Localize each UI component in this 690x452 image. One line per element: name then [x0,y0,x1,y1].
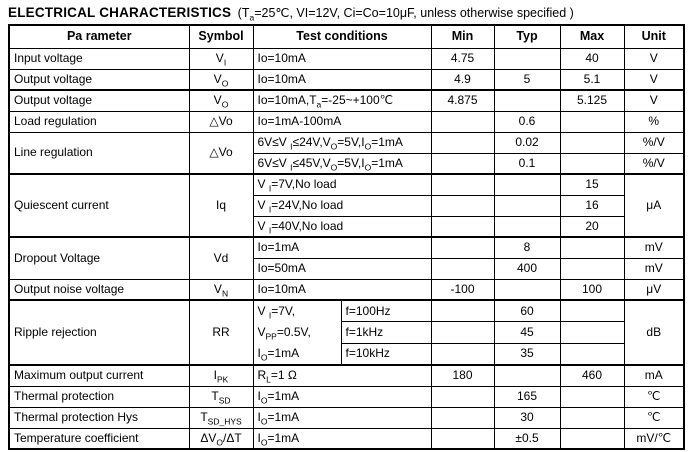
cond-cell: Io=50mA [253,258,431,279]
max-cell [560,153,624,174]
max-cell: 5.125 [560,90,624,111]
unit-cell: mV [624,258,684,279]
cond-cell: V $_I$=24V,No load [253,195,431,216]
row-ripple-rejection-1 [9,300,684,322]
row-thermal-protection [9,386,684,407]
typ-cell: 30 [494,407,560,428]
param-cell: Load regulation [9,111,189,132]
typ-cell [494,195,560,216]
typ-cell: 0.6 [494,111,560,132]
symbol-cell: △Vo [189,111,253,132]
max-cell: 15 [560,174,624,195]
cond-cell: $Io=10mA,T_a=-25\sim+100℃$ [253,90,431,111]
max-cell [560,407,624,428]
symbol-cell: $V_O$ [189,69,253,90]
symbol-cell: $I_{PK}$ [189,365,253,386]
header-unit: Unit [624,25,684,48]
title-conditions: ($T_a=25℃$, VI=12V, Ci=Co=10μF, unless otherwise specified ) [237,6,574,23]
unit-cell: mV [624,237,684,258]
min-cell [431,258,494,279]
min-cell: 4.9 [431,69,494,90]
symbol-cell: $\Delta V_O/\Delta T$ [189,428,253,449]
unit-cell: %/V [624,153,684,174]
unit-cell: mA [624,365,684,386]
row-line-regulation-1 [9,132,684,153]
cond-cell: 6V≤V $_I\le 24V,V_O=5V,I_O=1mA$ [253,132,431,153]
header-test-conditions: Test conditions [253,25,431,48]
typ-cell: ±0.5 [494,428,560,449]
cond-cell: $I_O=1mA$ [253,428,431,449]
symbol-cell: Iq [189,174,253,237]
symbol-cell: $V_O$ [189,90,253,111]
typ-cell: 8 [494,237,560,258]
symbol-cell: Vd [189,237,253,279]
max-cell [560,111,624,132]
param-cell: Input voltage [9,48,189,69]
symbol-cell: $T_{SD\_HYS}$ [189,407,253,428]
cond-line: $V_{PP}=0.5V$, [257,325,311,342]
unit-cell: %/V [624,132,684,153]
max-cell [560,300,624,322]
min-cell [431,322,494,344]
header-row [9,25,684,48]
cond-cell: $I_O=1mA$ [253,407,431,428]
param-cell: Maximum output current [9,365,189,386]
min-cell [431,237,494,258]
symbol-cell: $V_I$ [189,48,253,69]
title-heading: ELECTRICAL CHARACTERISTICS [8,5,232,20]
row-input-voltage [9,48,684,69]
typ-cell: 165 [494,386,560,407]
min-cell [431,174,494,195]
min-cell [431,153,494,174]
min-cell [431,132,494,153]
symbol-cell: △Vo [189,132,253,174]
row-temperature-coefficient [9,428,684,449]
param-cell: Line regulation [9,132,189,174]
typ-cell: 0.02 [494,132,560,153]
unit-cell: V [624,69,684,90]
cond-cell: 6V≤V $_I\le 45V,V_O=5V,I_O=1mA$ [253,153,431,174]
cond-cell: $I_O=1mA$ [253,386,431,407]
header-parameter: Pa rameter [9,25,189,48]
typ-cell [494,174,560,195]
param-cell: Output noise voltage [9,279,189,300]
min-cell: -100 [431,279,494,300]
min-cell [431,386,494,407]
unit-cell: ℃ [624,386,684,407]
typ-cell [494,216,560,237]
min-cell: 4.75 [431,48,494,69]
cond-cell: Io=10mA [253,279,431,300]
max-cell: 5.1 [560,69,624,90]
row-output-noise [9,279,684,300]
cond-cell: Io=10mA [253,48,431,69]
unit-cell: mV/℃ [624,428,684,449]
max-cell [560,322,624,344]
cond-cell: V $_I$=7V,No load [253,174,431,195]
min-cell [431,111,494,132]
row-max-output-current [9,365,684,386]
symbol-cell: $T_{SD}$ [189,386,253,407]
typ-cell: 0.1 [494,153,560,174]
min-cell [431,428,494,449]
min-cell [431,343,494,365]
max-cell: 460 [560,365,624,386]
unit-cell: % [624,111,684,132]
row-quiescent-current-1 [9,174,684,195]
typ-cell [494,48,560,69]
min-cell: 180 [431,365,494,386]
cond-cell-shared [253,300,341,365]
unit-cell: V [624,48,684,69]
typ-cell: 400 [494,258,560,279]
param-cell: Ripple rejection [9,300,189,365]
header-symbol: Symbol [189,25,253,48]
param-cell: Output voltage [9,90,189,111]
typ-cell [494,90,560,111]
max-cell: 16 [560,195,624,216]
param-cell: Quiescent current [9,174,189,237]
unit-cell: dB [624,300,684,365]
header-min: Min [431,25,494,48]
min-cell [431,300,494,322]
param-cell: Thermal protection Hys [9,407,189,428]
row-dropout-voltage-1 [9,237,684,258]
row-load-regulation [9,111,684,132]
min-cell [431,407,494,428]
max-cell [560,237,624,258]
symbol-cell: RR [189,300,253,365]
unit-cell: μA [624,174,684,237]
typ-cell [494,279,560,300]
max-cell [560,132,624,153]
typ-cell: 5 [494,69,560,90]
max-cell [560,343,624,365]
max-cell: 100 [560,279,624,300]
min-cell: 4.875 [431,90,494,111]
unit-cell: ℃ [624,407,684,428]
min-cell [431,216,494,237]
symbol-cell: $V_N$ [189,279,253,300]
header-max: Max [560,25,624,48]
unit-cell: μV [624,279,684,300]
typ-cell [494,365,560,386]
max-cell [560,258,624,279]
typ-cell: 45 [494,322,560,344]
cond-cell: Io=10mA [253,69,431,90]
unit-cell: V [624,90,684,111]
typ-cell: 60 [494,300,560,322]
cond-cell: V $_I$=40V,No load [253,216,431,237]
max-cell: 20 [560,216,624,237]
row-output-voltage [9,69,684,90]
row-thermal-protection-hys [9,407,684,428]
electrical-characteristics-table [8,24,685,450]
page-title [8,3,574,23]
cond-cell: Io=1mA [253,237,431,258]
typ-cell: 35 [494,343,560,365]
param-cell: Output voltage [9,69,189,90]
cond-line: V $_I$=7V, [257,304,296,321]
max-cell [560,386,624,407]
row-output-voltage-temp [9,90,684,111]
min-cell [431,195,494,216]
param-cell: Dropout Voltage [9,237,189,279]
cond-cell: $R_L=1$ Ω [253,365,431,386]
param-cell: Temperature coefficient [9,428,189,449]
cond-cell: Io=1mA-100mA [253,111,431,132]
max-cell [560,428,624,449]
freq-cell: f=100Hz [341,300,431,322]
freq-cell: f=1kHz [341,322,431,344]
header-typ: Typ [494,25,560,48]
param-cell: Thermal protection [9,386,189,407]
max-cell: 40 [560,48,624,69]
freq-cell: f=10kHz [341,343,431,365]
cond-line: $I_O=1mA$ [257,346,300,363]
